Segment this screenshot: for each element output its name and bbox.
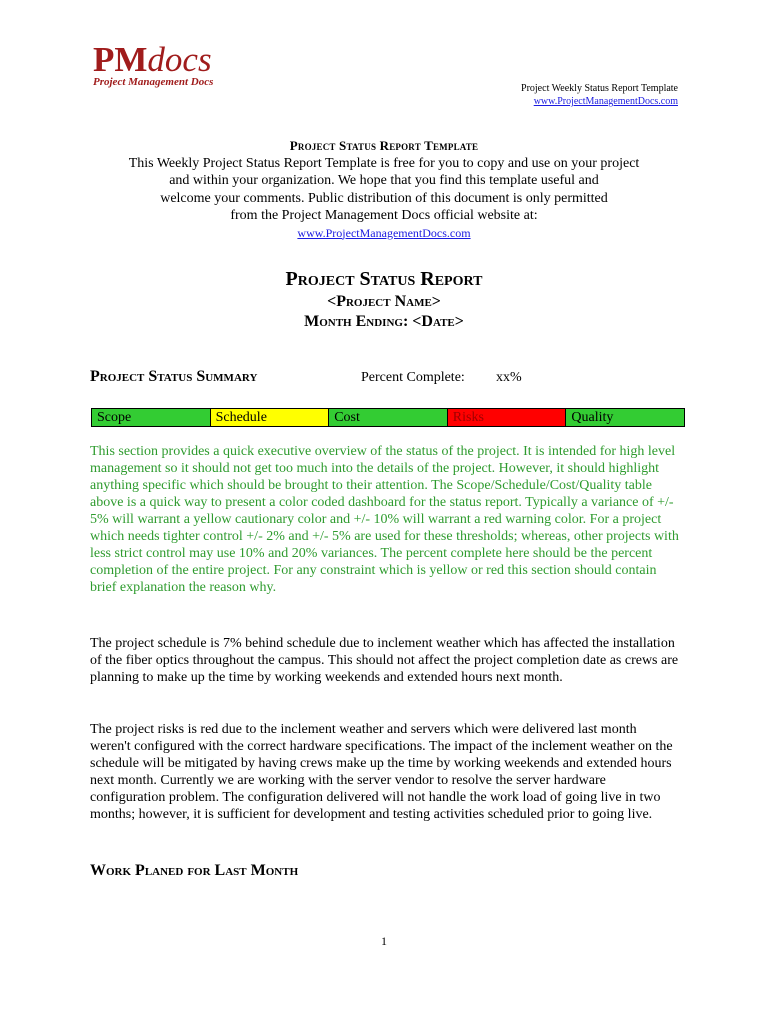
guidance-paragraph: This section provides a quick executive overview of the status of the project. It is intended for high level management so it should not get too much into the details of the project. However, it should highlight anything specific which should be brought to their attention. The Scope/Schedule/Cost/Quality table above is a quick way to present a color coded dashboard for the status report. Typically a variance of +/- 5% will warrant a yellow cautionary color and +/- 10% will warrant a red warning color. For a project which needs tighter control +/- 2% and +/- 5% are used for these thresholds; whereas, other projects with less strict control may use 10% and 20% variances. The percent complete here should be the percent completion of the entire project. For any constraint which is yellow or red this section should contain brief explanation the reason why.	[90, 444, 679, 595]
intro-heading: Project Status Report Template	[289, 138, 479, 153]
report-title: Project Status Report	[285, 268, 483, 290]
intro-line-4: from the Project Management Docs official website at:	[230, 208, 538, 223]
status-cell-scope: Scope	[92, 409, 211, 426]
status-cell-quality: Quality	[566, 409, 684, 426]
logo-tagline: Project Management Docs	[93, 76, 214, 88]
project-name-placeholder: <Project Name>	[327, 293, 441, 310]
risks-status-paragraph: The project risks is red due to the inclement weather and servers which were delivered last month weren't configured with the correct hardware specifications. The impact of the inclement weather on the schedule will be mitigated by having crews make up the time by working weekends and extended hours next month. Currently we are working with the server vendor to resolve the server hardware configuration problem. The configuration delivered will not handle the work load of going live in two months; however, it is sufficient for development and testing activities scheduled prior to going live.	[90, 722, 673, 822]
percent-complete-value: xx%	[496, 370, 522, 385]
status-cell-cost: Cost	[329, 409, 448, 426]
page-number: 1	[381, 934, 387, 948]
header-url-link[interactable]: www.ProjectManagementDocs.com	[533, 96, 678, 107]
intro-line-1: This Weekly Project Status Report Template is free for you to copy and use on your project	[128, 155, 640, 171]
status-cell-schedule: Schedule	[211, 409, 330, 426]
work-planned-heading: Work Planed for Last Month	[90, 862, 299, 879]
status-summary-row	[90, 368, 678, 390]
logo-pm: PM	[93, 40, 148, 79]
header-info	[521, 82, 678, 108]
logo-docs: docs	[147, 40, 212, 79]
intro-line-2: and within your organization. We hope that you find this template useful and	[169, 173, 599, 188]
intro-block	[90, 137, 678, 242]
status-summary-heading: Project Status Summary	[90, 368, 258, 385]
pmdocs-logo	[93, 42, 213, 88]
status-cell-risks: Risks	[448, 409, 567, 426]
report-title-block	[90, 266, 678, 332]
intro-url-link[interactable]: www.ProjectManagementDocs.com	[297, 225, 471, 240]
schedule-status-paragraph: The project schedule is 7% behind schedule due to inclement weather which has affected the installation of the fiber optics throughout the campus. This should not affect the project completion date as crews are planning to make up the time by working weekends and extended hours next month.	[90, 636, 679, 685]
logo-wordmark	[93, 42, 213, 78]
month-ending-placeholder: Month Ending: <Date>	[304, 313, 464, 330]
header-template-name: Project Weekly Status Report Template	[521, 83, 678, 94]
intro-line-3: welcome your comments. Public distribution of this document is only permitted	[160, 190, 608, 206]
status-dashboard-table	[91, 408, 685, 427]
percent-complete-label: Percent Complete:	[361, 370, 465, 385]
